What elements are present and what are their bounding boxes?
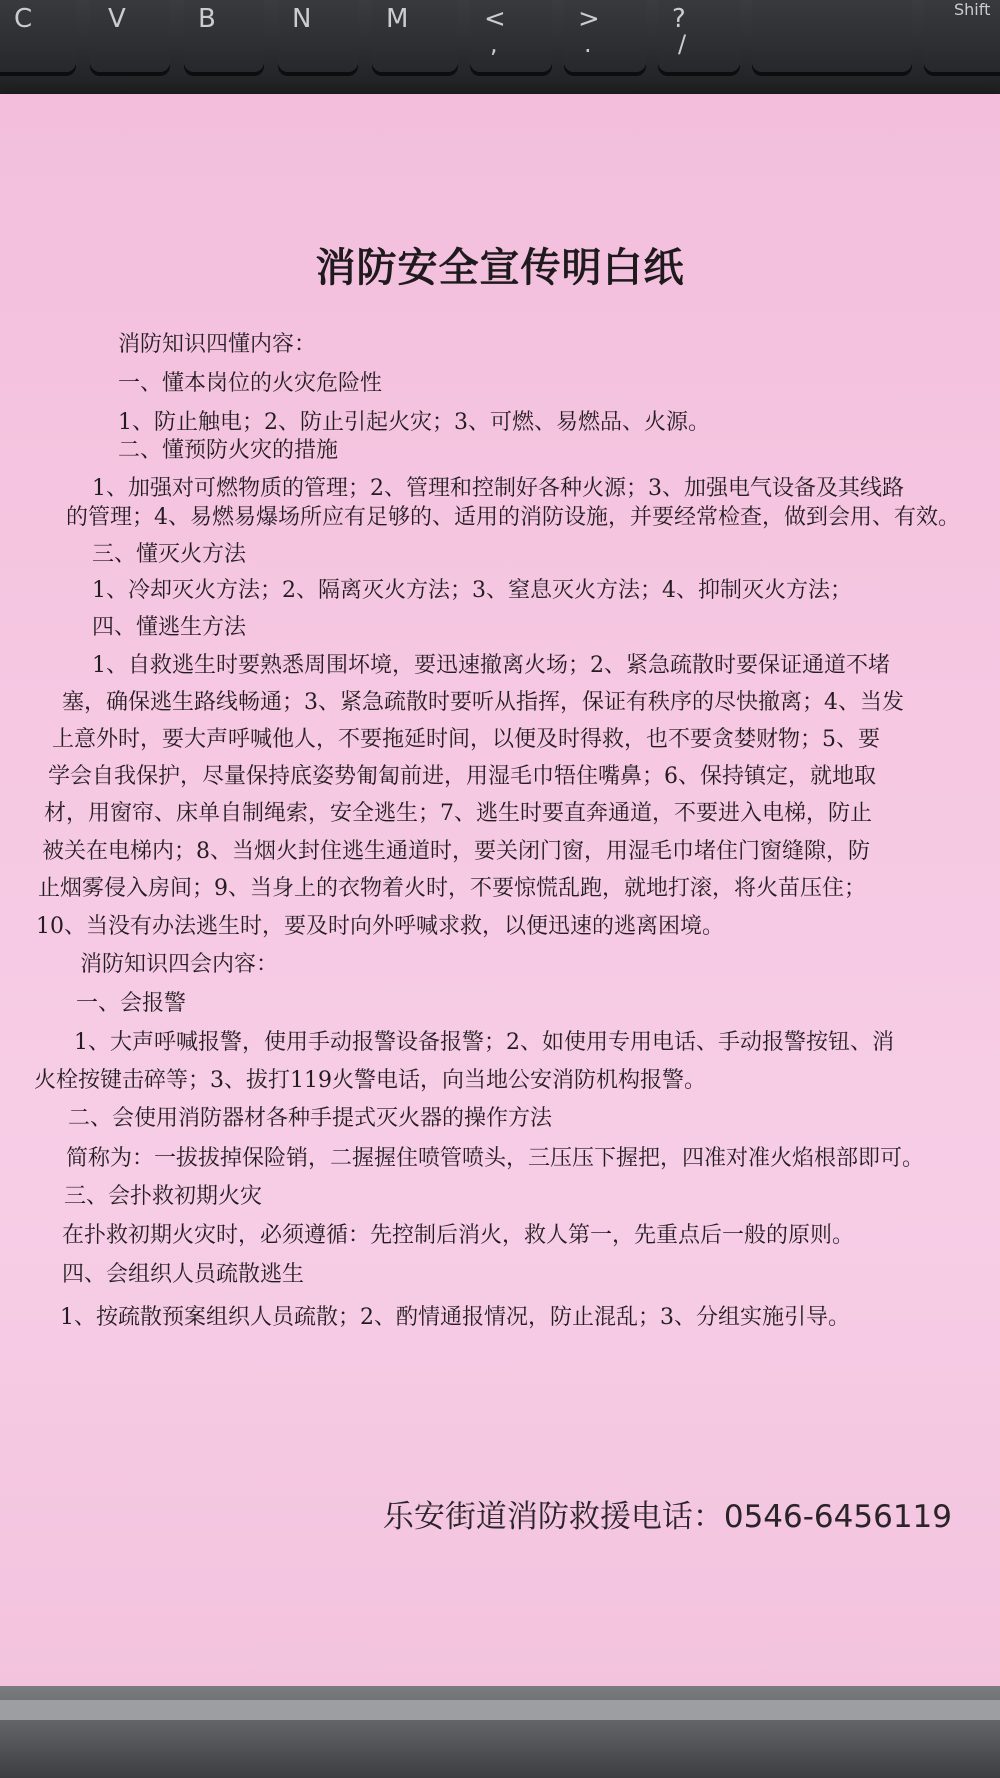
body-line: 1、大声呼喊报警，使用手动报警设备报警；2、如使用专用电话、手动报警按钮、消 — [74, 1030, 894, 1055]
body-line: 1、自救逃生时要熟悉周围坏境，要迅速撤离火场；2、紧急疏散时要保证通道不堵 — [92, 653, 890, 678]
subsection-heading: 二、懂预防火灾的措施 — [118, 438, 339, 463]
subsection-heading: 一、会报警 — [76, 991, 187, 1016]
subsection-heading: 一、懂本岗位的火灾危险性 — [118, 371, 383, 396]
body-line: 被关在电梯内；8、当烟火封住逃生通道时，要关闭门窗，用湿毛巾堵住门窗缝隙，防 — [42, 839, 870, 864]
key-slash: ? / — [658, 0, 740, 72]
body-line: 的管理；4、易燃易爆场所应有足够的、适用的消防设施，并要经常检查，做到会用、有效。 — [66, 505, 961, 530]
body-line: 1、按疏散预案组织人员疏散；2、酌情通报情况，防止混乱；3、分组实施引导。 — [60, 1305, 850, 1330]
body-line: 火栓按键击碎等；3、拔打119火警电话，向当地公安消防机构报警。 — [34, 1068, 706, 1093]
key-b: B — [184, 0, 264, 72]
body-line: 1、加强对可燃物质的管理；2、管理和控制好各种火源；3、加强电气设备及其线路 — [92, 476, 904, 501]
keyboard — [0, 0, 1000, 96]
section-heading: 消防知识四会内容： — [80, 952, 279, 977]
body-line: 简称为：一拔拔掉保险销，二握握住喷管喷头，三压压下握把，四准对准火焰根部即可。 — [66, 1146, 925, 1171]
subsection-heading: 三、会扑救初期火灾 — [64, 1184, 263, 1209]
key-c: C — [0, 0, 76, 72]
document-title: 消防安全宣传明白纸 — [315, 245, 685, 291]
body-line: 1、防止触电；2、防止引起火灾；3、可燃、易燃品、火源。 — [118, 410, 710, 435]
subsection-heading: 三、懂灭火方法 — [92, 542, 247, 567]
section-heading: 消防知识四懂内容： — [118, 332, 317, 357]
flyer-paper — [0, 94, 1000, 1686]
key-m: M — [372, 0, 458, 72]
body-line: 止烟雾侵入房间；9、当身上的衣物着火时，不要惊慌乱跑，就地打滚，将火苗压住； — [38, 876, 866, 901]
subsection-heading: 四、懂逃生方法 — [92, 615, 247, 640]
key-comma: < , — [470, 0, 552, 72]
body-line: 塞，确保逃生路线畅通；3、紧急疏散时要听从指挥，保证有秩序的尽快撤离；4、当发 — [62, 690, 904, 715]
body-line: 1、冷却灭火方法；2、隔离灭火方法；3、窒息灭火方法；4、抑制灭火方法； — [92, 578, 852, 603]
body-line: 10、当没有办法逃生时，要及时向外呼喊求救，以便迅速的逃离困境。 — [36, 914, 724, 939]
body-line: 材，用窗帘、床单自制绳索，安全逃生；7、逃生时要直奔通道，不要进入电梯，防止 — [44, 801, 872, 826]
key-shift: Shift — [924, 0, 1000, 72]
hotline-footer: 乐安街道消防救援电话：0546-6456119 — [382, 1499, 952, 1535]
key-period: > . — [564, 0, 646, 72]
key-blank — [752, 0, 912, 72]
body-line: 上意外时，要大声呼喊他人，不要拖延时间，以便及时得救，也不要贪婪财物；5、要 — [52, 727, 880, 752]
key-v: V — [90, 0, 170, 72]
body-line: 在扑救初期火灾时，必须遵循：先控制后消火，救人第一，先重点后一般的原则。 — [62, 1223, 855, 1248]
key-n: N — [278, 0, 358, 72]
subsection-heading: 四、会组织人员疏散逃生 — [62, 1262, 305, 1287]
desk-lip — [0, 1700, 1000, 1720]
body-line: 学会自我保护，尽量保持底姿势匍匐前进，用湿毛巾牾住嘴鼻；6、保持镇定，就地取 — [48, 764, 876, 789]
subsection-heading: 二、会使用消防器材各种手提式灭火器的操作方法 — [68, 1106, 553, 1131]
